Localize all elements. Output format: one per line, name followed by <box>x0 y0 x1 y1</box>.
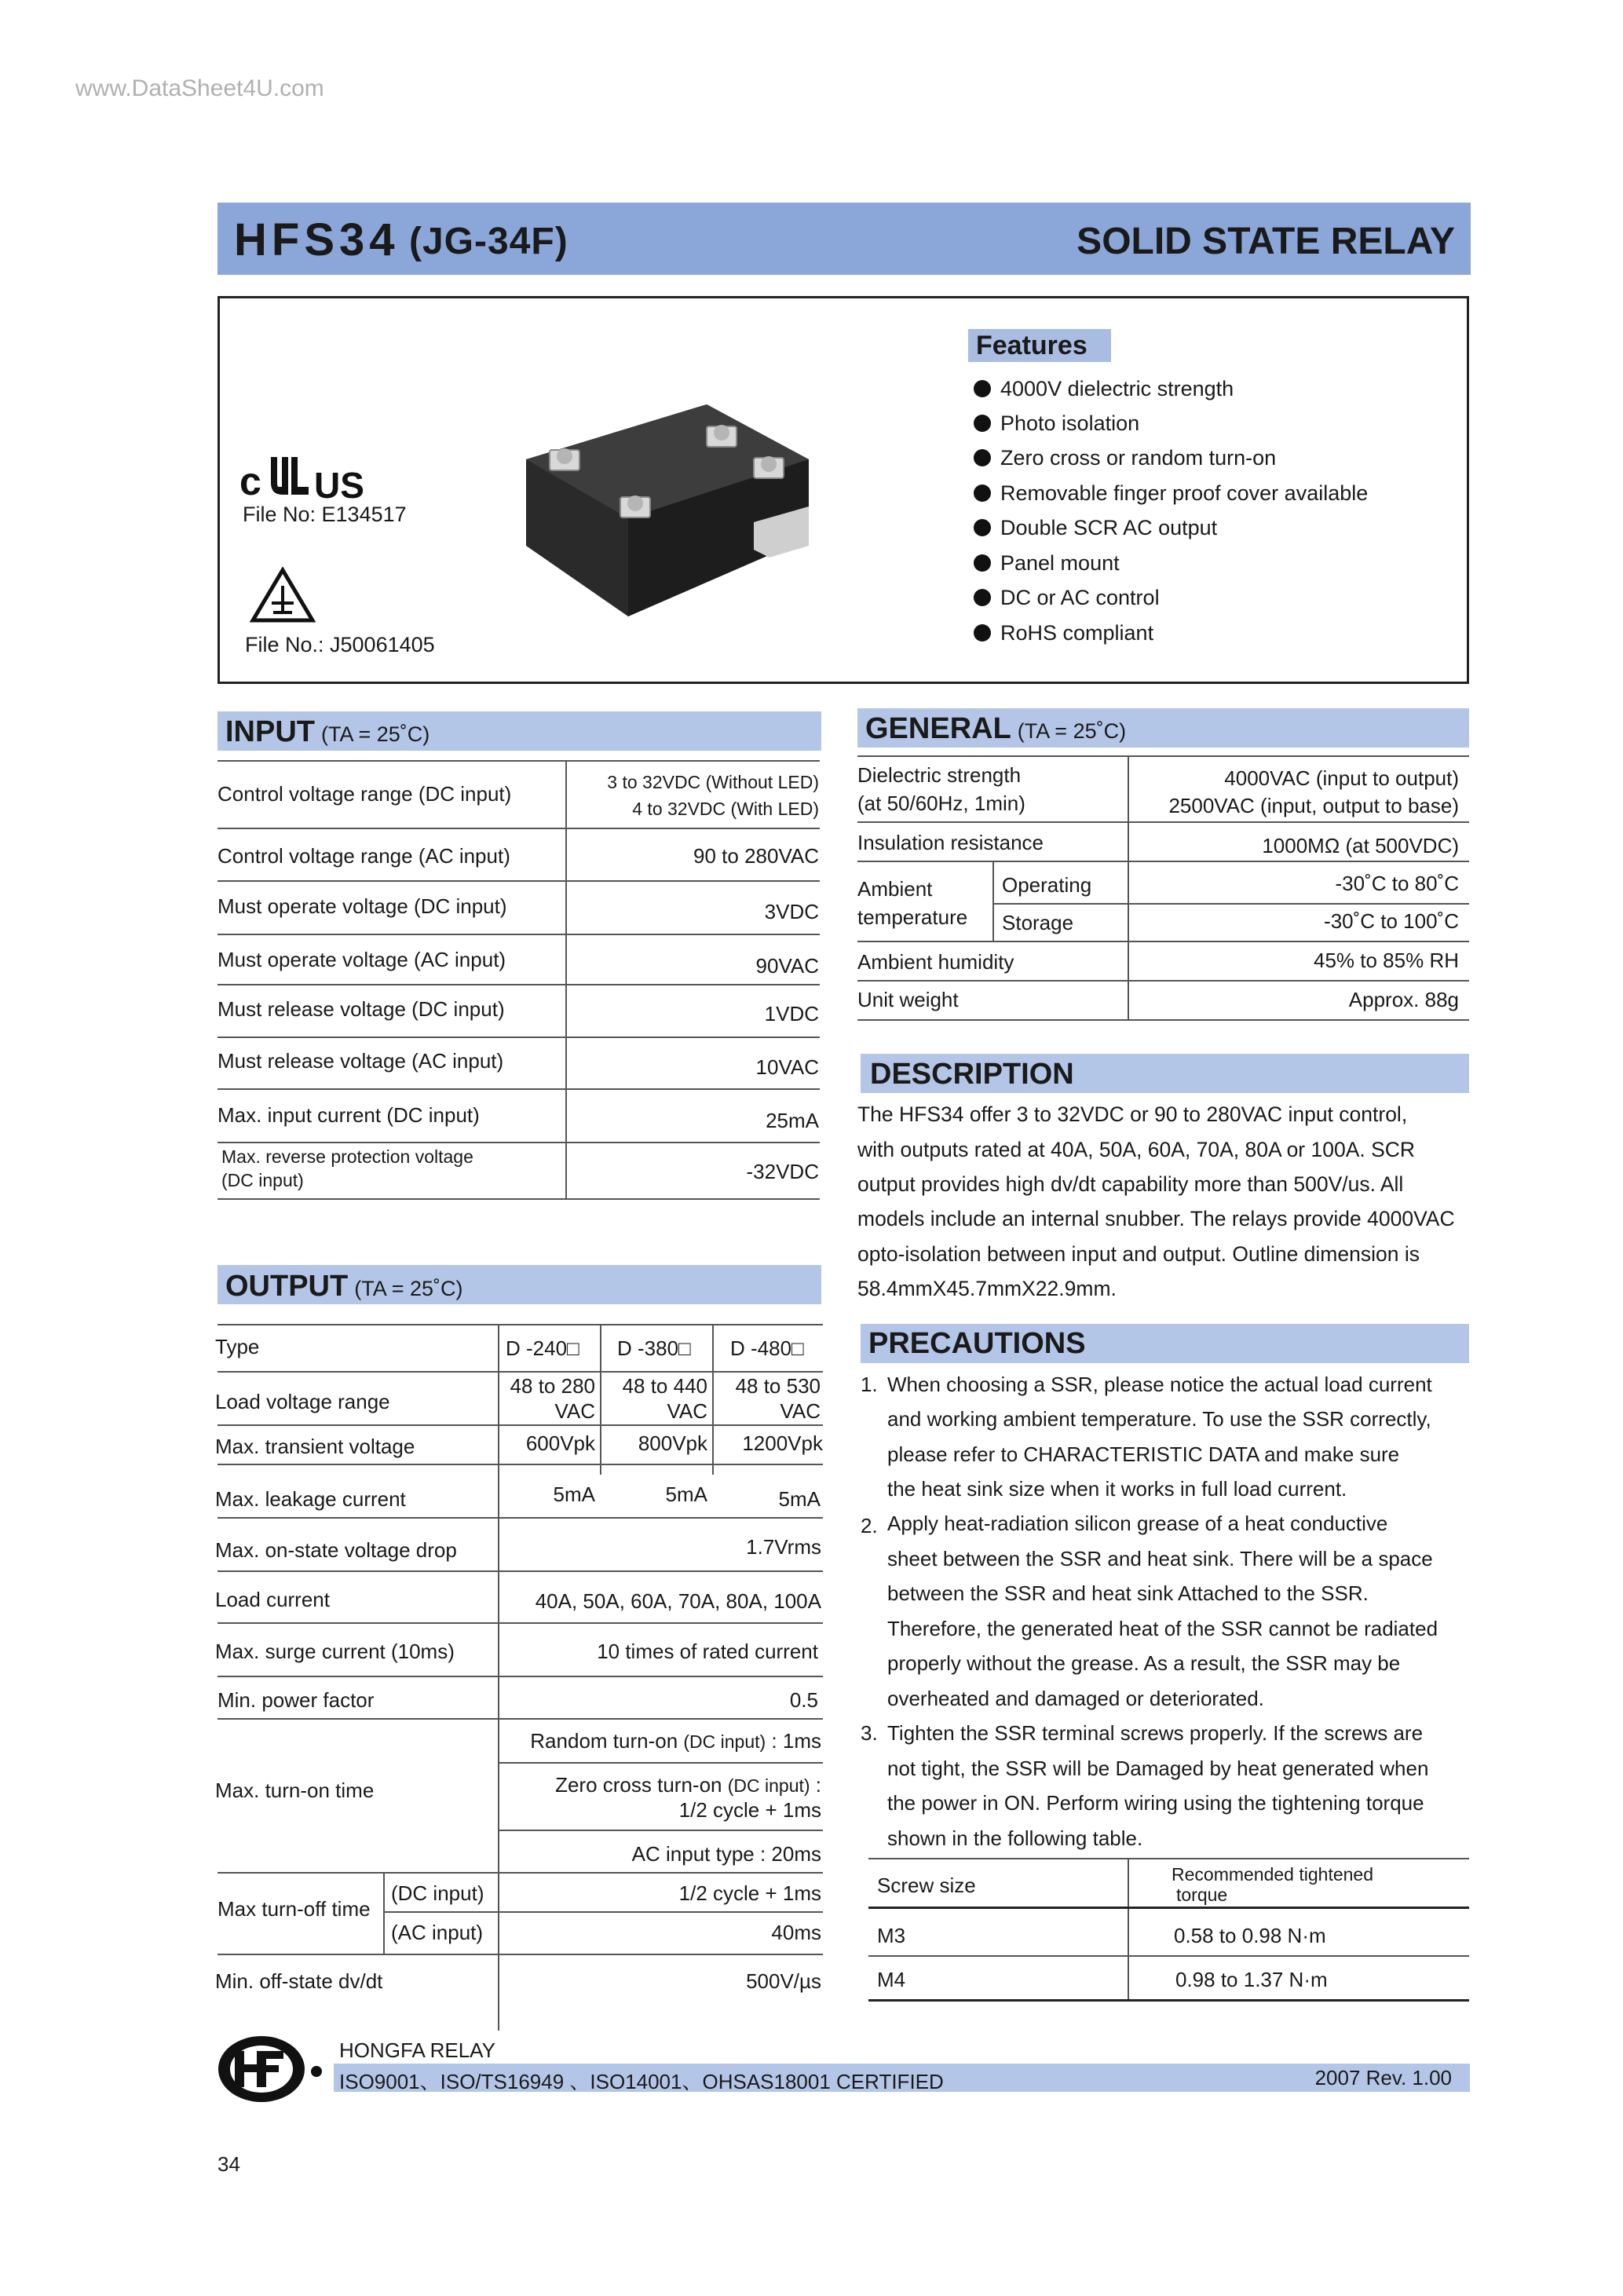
general-row-label: Unit weight <box>857 988 959 1011</box>
rule <box>565 760 567 1200</box>
page-number: 34 <box>217 2152 240 2176</box>
input-row-label: Max. input current (DC input) <box>217 1103 480 1127</box>
general-row-label: Ambient <box>857 877 933 901</box>
torque-header-torque: torque <box>1176 1885 1228 1905</box>
output-section-title: OUTPUT (TA = 25˚C) <box>225 1270 463 1303</box>
output-cell: 1/2 cycle + 1ms <box>678 1798 821 1822</box>
general-row-label: Ambient humidity <box>857 950 1014 974</box>
precaution-line: not tight, the SSR will be Damaged by heat generated when <box>887 1757 1429 1780</box>
rule <box>498 1762 823 1764</box>
precaution-line: sheet between the SSR and heat sink. There will be a space <box>887 1547 1433 1570</box>
general-section-title: GENERAL (TA = 25˚C) <box>865 712 1127 745</box>
feature-item: Removable finger proof cover available <box>974 481 1368 506</box>
svg-text:c: c <box>239 459 261 503</box>
precaution-line: overheated and damaged or deteriorated. <box>887 1687 1264 1710</box>
input-row-label: Must release voltage (DC input) <box>217 997 505 1021</box>
company-name: HONGFA RELAY <box>339 2038 495 2062</box>
input-row-label: Max. reverse protection voltage <box>221 1146 473 1167</box>
output-cell: 10 times of rated current <box>597 1640 818 1663</box>
output-cell: Zero cross turn-on (DC input) : <box>555 1773 821 1797</box>
rule <box>857 861 1469 862</box>
rule <box>857 941 1469 942</box>
ul-file-number: File No: E134517 <box>243 503 407 526</box>
tuv-mark-icon <box>250 567 316 623</box>
output-row-label: Max. leakage current <box>215 1487 406 1511</box>
output-row-label: Min. off-state dv/dt <box>215 1969 383 1993</box>
precaution-line: Therefore, the generated heat of the SSR cannot be radiated <box>887 1617 1438 1640</box>
rule <box>217 1570 823 1572</box>
output-cell: VAC <box>780 1399 821 1423</box>
feature-item: Zero cross or random turn-on <box>974 446 1276 470</box>
rule <box>217 984 820 985</box>
output-type-380: D -380□ <box>617 1336 691 1360</box>
output-sublabel: (AC input) <box>391 1921 484 1944</box>
feature-item: Photo isolation <box>974 411 1139 436</box>
output-row-label: Max. transient voltage <box>215 1435 415 1458</box>
description-line: with outputs rated at 40A, 50A, 60A, 70A, 80A or 100A. SCR <box>857 1138 1416 1161</box>
input-row-label: Must operate voltage (AC input) <box>217 948 506 971</box>
rule <box>217 1464 823 1465</box>
svg-text:US: US <box>314 465 364 503</box>
rule <box>868 1955 1469 1957</box>
rule <box>1128 1858 1129 2001</box>
rule <box>712 1324 714 1475</box>
precaution-line: shown in the following table. <box>887 1826 1143 1850</box>
bullet-icon <box>974 484 991 502</box>
output-cell: Random turn-on (DC input) : 1ms <box>530 1729 821 1753</box>
rule <box>857 980 1469 982</box>
precaution-line: between the SSR and heat sink Attached to the SSR. <box>887 1581 1369 1605</box>
description-line: The HFS34 offer 3 to 32VDC or 90 to 280VAC input control, <box>857 1102 1408 1126</box>
general-row-value: 45% to 85% RH <box>1314 949 1459 972</box>
output-cell: 1.7Vrms <box>746 1535 821 1559</box>
output-type-label: Type <box>215 1335 260 1358</box>
rule <box>868 1858 1469 1859</box>
precaution-line: please refer to CHARACTERISTIC DATA and make sure <box>887 1442 1400 1466</box>
rule <box>868 1999 1469 2002</box>
torque-row-screw: M3 <box>877 1924 906 1947</box>
precaution-line: When choosing a SSR, please notice the actual load current <box>887 1373 1432 1396</box>
precaution-line: and working ambient temperature. To use the SSR correctly, <box>887 1407 1431 1431</box>
product-model: HFS34 <box>234 214 400 265</box>
torque-header-torque: Recommended tightened <box>1172 1864 1373 1885</box>
description-line: output provides high dv/dt capability more than 500V/us. All <box>857 1172 1404 1196</box>
bullet-icon <box>974 554 991 572</box>
general-row-label: Dielectric strength <box>857 763 1022 787</box>
output-cell: VAC <box>554 1399 595 1423</box>
rule <box>217 1371 823 1373</box>
general-sublabel: Storage <box>1002 911 1074 934</box>
description-line: opto-isolation between input and output. Outline dimension is <box>857 1242 1420 1266</box>
output-cell: 1200Vpk <box>742 1431 823 1455</box>
rule <box>383 1911 823 1913</box>
input-row-value: 90 to 280VAC <box>693 844 819 868</box>
precaution-number: 1. <box>861 1373 878 1396</box>
revision: 2007 Rev. 1.00 <box>1314 2066 1452 2089</box>
general-row-value: 4000VAC (input to output) <box>1224 766 1459 790</box>
precaution-line: Tighten the SSR terminal screws properly. If the screws are <box>887 1721 1424 1745</box>
output-cell: 40A, 50A, 60A, 70A, 80A, 100A <box>535 1589 821 1613</box>
description-line: models include an internal snubber. The relays provide 4000VAC <box>857 1207 1455 1230</box>
output-cell: 48 to 530 <box>735 1374 821 1398</box>
rule <box>217 1676 823 1677</box>
output-cell: AC input type : 20ms <box>631 1842 821 1866</box>
rule <box>868 1907 1469 1909</box>
input-row-value: 1VDC <box>764 1002 819 1026</box>
output-row-label: Load voltage range <box>215 1390 390 1413</box>
general-row-label: (at 50/60Hz, 1min) <box>857 792 1025 815</box>
rule <box>217 1088 820 1090</box>
input-row-value: 3 to 32VDC (Without LED) <box>607 772 819 792</box>
feature-item: 4000V dielectric strength <box>974 377 1234 401</box>
output-cell: 48 to 280 <box>510 1374 595 1398</box>
rule <box>217 1872 823 1874</box>
bullet-icon <box>974 380 991 397</box>
ul-recognized-icon <box>239 448 389 503</box>
output-cell: 48 to 440 <box>622 1374 707 1398</box>
general-sublabel: Operating <box>1002 873 1092 897</box>
input-section-title: INPUT (TA = 25˚C) <box>225 715 430 748</box>
rule <box>217 1517 823 1519</box>
rule <box>217 760 820 762</box>
hongfa-logo-icon <box>216 2034 326 2104</box>
general-row-value: -30˚C to 80˚C <box>1335 872 1459 895</box>
input-row-label: (DC input) <box>221 1170 304 1190</box>
output-cell: 600Vpk <box>525 1431 595 1455</box>
rule <box>217 1718 823 1720</box>
feature-item: RoHS compliant <box>974 621 1153 645</box>
bullet-icon <box>974 624 991 642</box>
precaution-line: properly without the grease. As a result, the SSR may be <box>887 1651 1401 1675</box>
output-row-label: Load current <box>215 1588 330 1611</box>
output-sublabel: (DC input) <box>391 1881 484 1905</box>
output-cell: 40ms <box>771 1921 821 1944</box>
rule <box>992 861 994 941</box>
rule <box>217 1198 820 1200</box>
rule <box>498 1830 823 1831</box>
precaution-line: Apply heat-radiation silicon grease of a heat conductive <box>887 1512 1388 1535</box>
torque-row-screw: M4 <box>877 1968 906 1991</box>
rule <box>857 755 1469 757</box>
rule <box>498 1324 499 2031</box>
precaution-line: the heat sink size when it works in full load current. <box>887 1477 1347 1501</box>
output-cell: VAC <box>667 1399 707 1423</box>
rule <box>383 1872 385 1954</box>
feature-item: DC or AC control <box>974 586 1160 610</box>
output-type-480: D -480□ <box>730 1336 804 1360</box>
description-section-title: DESCRIPTION <box>870 1058 1074 1091</box>
rule <box>857 821 1469 823</box>
output-cell: 0.5 <box>789 1688 818 1712</box>
precautions-section-title: PRECAUTIONS <box>868 1327 1086 1360</box>
rule <box>217 934 820 935</box>
output-row-label: Max turn-off time <box>217 1897 371 1921</box>
output-row-label: Max. surge current (10ms) <box>215 1640 455 1663</box>
input-row-label: Must operate voltage (DC input) <box>217 894 507 918</box>
rule <box>217 828 820 829</box>
rule <box>217 880 820 882</box>
input-row-value: 90VAC <box>755 954 819 978</box>
output-type-240: D -240□ <box>506 1336 579 1360</box>
feature-item: Panel mount <box>974 551 1120 576</box>
product-category: SOLID STATE RELAY <box>1077 221 1455 262</box>
rule <box>217 1142 820 1143</box>
input-row-value: 3VDC <box>764 900 819 923</box>
input-row-label: Control voltage range (DC input) <box>217 782 512 806</box>
output-cell: 5mA <box>553 1483 595 1506</box>
input-row-label: Must release voltage (AC input) <box>217 1049 504 1073</box>
general-row-label: temperature <box>857 905 968 929</box>
rule <box>217 1424 823 1426</box>
rule <box>857 1019 1469 1021</box>
precaution-line: the power in ON. Perform wiring using the tightening torque <box>887 1791 1424 1815</box>
general-row-label: Insulation resistance <box>857 831 1044 854</box>
rule <box>992 903 1469 905</box>
general-row-value: 1000MΩ (at 500VDC) <box>1262 834 1459 857</box>
general-row-value: Approx. 88g <box>1348 988 1459 1011</box>
output-cell: 500V/µs <box>746 1969 821 1993</box>
certifications: ISO9001、ISO/TS16949 、ISO14001、OHSAS18001 CERTIFIED <box>339 2070 944 2093</box>
input-row-value: -32VDC <box>746 1160 819 1183</box>
relay-product-photo <box>518 389 817 624</box>
bullet-icon <box>974 449 991 466</box>
bullet-icon <box>974 519 991 536</box>
general-row-value: 2500VAC (input, output to base) <box>1168 794 1459 817</box>
tuv-file-number: File No.: J50061405 <box>245 633 435 656</box>
output-row-label: Max. turn-on time <box>215 1779 375 1802</box>
output-cell: 5mA <box>778 1487 821 1511</box>
output-cell: 5mA <box>665 1483 707 1506</box>
precaution-number: 3. <box>861 1721 878 1745</box>
torque-row-value: 0.98 to 1.37 N·m <box>1175 1968 1328 1991</box>
output-row-label: Max. on-state voltage drop <box>215 1538 457 1562</box>
watermark: www.DataSheet4U.com <box>75 75 324 101</box>
torque-header-screw: Screw size <box>877 1874 976 1897</box>
input-row-value: 25mA <box>766 1109 819 1132</box>
rule <box>217 1954 823 1955</box>
product-alt-model: (JG-34F) <box>409 221 568 262</box>
rule <box>600 1324 601 1475</box>
rule <box>217 1036 820 1038</box>
feature-item: Double SCR AC output <box>974 516 1217 540</box>
input-row-value: 4 to 32VDC (With LED) <box>632 799 819 819</box>
output-cell: 1/2 cycle + 1ms <box>678 1881 821 1905</box>
description-line: 58.4mmX45.7mmX22.9mm. <box>857 1277 1117 1300</box>
output-cell: 800Vpk <box>638 1431 707 1455</box>
features-title: Features <box>976 331 1087 360</box>
input-row-label: Control voltage range (AC input) <box>217 844 510 868</box>
precaution-number: 2. <box>861 1514 878 1537</box>
output-row-label: Min. power factor <box>217 1688 375 1712</box>
rule <box>217 1622 823 1624</box>
bullet-icon <box>974 589 991 606</box>
bullet-icon <box>974 415 991 432</box>
torque-row-value: 0.58 to 0.98 N·m <box>1174 1924 1326 1947</box>
input-row-value: 10VAC <box>755 1055 819 1079</box>
rule <box>217 1324 823 1325</box>
general-row-value: -30˚C to 100˚C <box>1324 909 1459 933</box>
